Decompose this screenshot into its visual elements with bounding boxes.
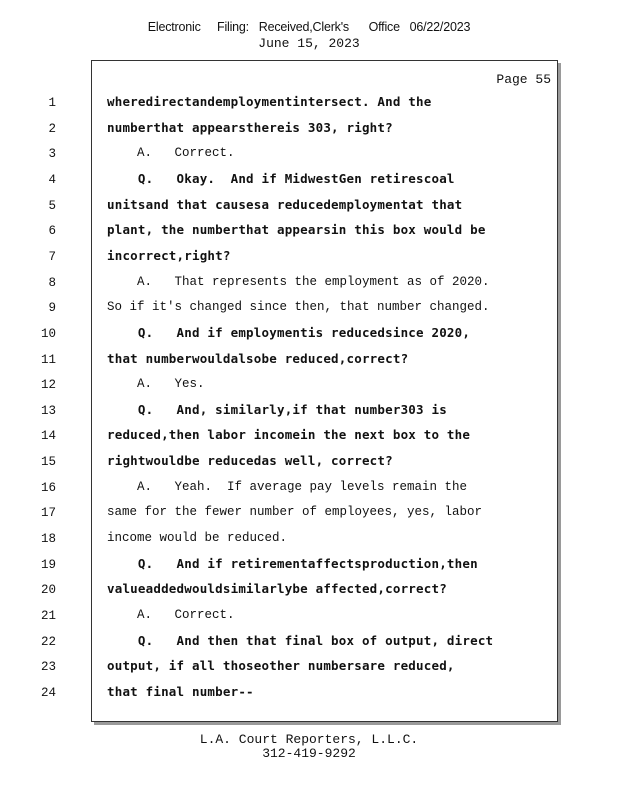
line-number: 19 xyxy=(40,558,56,572)
line-number: 16 xyxy=(40,481,56,495)
line-number: 10 xyxy=(40,327,56,341)
transcript-line: output, if all thoseother numbersare reduced, xyxy=(107,658,455,673)
transcript-line: unitsand that causesa reducedemploymentat that xyxy=(107,197,463,212)
footer xyxy=(0,733,618,761)
line-number: 8 xyxy=(48,276,56,290)
line-number: 15 xyxy=(40,455,56,469)
transcript-line: incorrect,right? xyxy=(107,248,231,263)
transcript-line: A. Correct. xyxy=(107,608,235,622)
line-number: 4 xyxy=(48,173,56,187)
transcript-date: June 15, 2023 xyxy=(258,36,360,51)
transcript-line: A. Correct. xyxy=(107,146,235,160)
transcript-line: A. That represents the employment as of 2020. xyxy=(107,275,490,289)
line-number: 18 xyxy=(40,532,56,546)
line-number: 9 xyxy=(48,301,56,315)
line-number: 24 xyxy=(40,686,56,700)
transcript-line: Q. And if employmentis reducedsince 2020, xyxy=(107,325,471,340)
reporter-phone: 312-419-9292 xyxy=(262,746,356,761)
transcript-line: that numberwouldalsobe reduced,correct? xyxy=(107,351,409,366)
line-number: 21 xyxy=(40,609,56,623)
transcript-line: that final number-- xyxy=(107,684,254,699)
line-number: 23 xyxy=(40,660,56,674)
transcript-line: wheredirectandemploymentintersect. And the xyxy=(107,94,432,109)
transcript-line: plant, the numberthat appearsin this box would be xyxy=(107,222,486,237)
transcript-line: Q. And, similarly,if that number303 is xyxy=(107,402,447,417)
line-number: 3 xyxy=(48,147,56,161)
transcript-line: reduced,then labor incomein the next box to the xyxy=(107,427,471,442)
line-number: 6 xyxy=(48,224,56,238)
reporter-company: L.A. Court Reporters, L.L.C. xyxy=(199,732,419,747)
transcript-line: valueaddedwouldsimilarlybe affected,correct? xyxy=(107,581,447,596)
line-number: 12 xyxy=(40,378,56,392)
line-number: 2 xyxy=(48,122,56,136)
line-number: 13 xyxy=(40,404,56,418)
line-number: 20 xyxy=(40,583,56,597)
line-number: 11 xyxy=(40,353,56,367)
line-number: 22 xyxy=(40,635,56,649)
filing-stamp: Electronic Filing: Received,Clerk's Office 06/22/2023 xyxy=(147,20,471,34)
transcript-line: numberthat appearsthereis 303, right? xyxy=(107,120,393,135)
transcript-line: income would be reduced. xyxy=(107,531,288,545)
transcript-line: Q. And if retirementaffectsproduction,then xyxy=(107,556,478,571)
transcript-line: rightwouldbe reducedas well, correct? xyxy=(107,453,393,468)
transcript-line: So if it's changed since then, that number changed. xyxy=(107,300,490,314)
page-number: Page 55 xyxy=(496,72,551,87)
line-number: 1 xyxy=(48,96,56,110)
line-number: 5 xyxy=(48,199,56,213)
transcript-line: Q. And then that final box of output, direct xyxy=(107,633,494,648)
line-number: 14 xyxy=(40,429,56,443)
transcript-line: same for the fewer number of employees, yes, labor xyxy=(107,505,483,519)
transcript-line: A. Yeah. If average pay levels remain the xyxy=(107,480,468,494)
line-number: 7 xyxy=(48,250,56,264)
line-number: 17 xyxy=(40,506,56,520)
transcript-line: Q. Okay. And if MidwestGen retirescoal xyxy=(107,171,455,186)
transcript-line: A. Yes. xyxy=(107,377,205,391)
